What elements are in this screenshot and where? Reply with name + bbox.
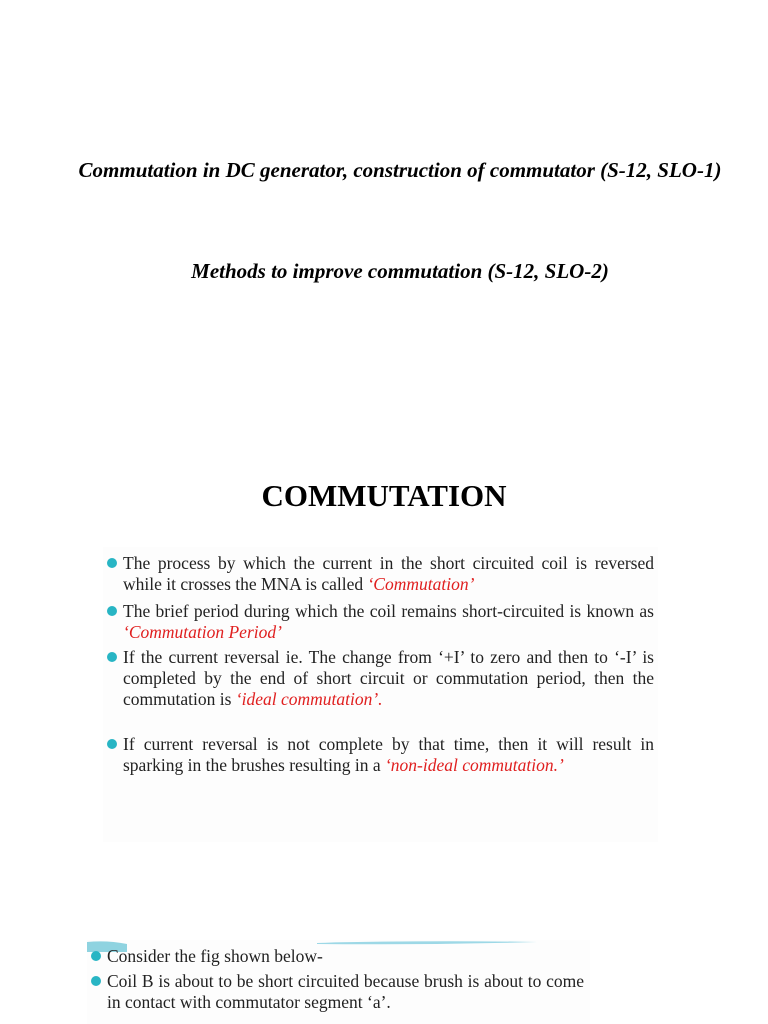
emphasis-text: ‘Commutation Period’ [123, 622, 282, 642]
bullet-icon [107, 606, 117, 616]
bullet-icon [107, 558, 117, 568]
bullet-text: The process by which the current in the short circuited coil is reversed while it crosses the MNA is called [123, 553, 654, 594]
bullet-icon [91, 976, 101, 986]
bullet-item [87, 971, 584, 1013]
document-title-2: Methods to improve commutation (S-12, SLO-2) [191, 259, 609, 283]
bullet-item [103, 734, 654, 776]
slide-image-1 [103, 547, 658, 842]
bullet-text: Coil B is about to be short circuited because brush is about to come in contact with commutator segment ‘a’. [107, 971, 584, 1012]
bullet-icon [107, 652, 117, 662]
bullet-icon [107, 739, 117, 749]
emphasis-text: ‘ideal commutation’. [235, 689, 383, 709]
bullet-text: If current reversal is not complete by that time, then it will result in sparking in the brushes resulting in a [123, 734, 654, 775]
emphasis-text: ‘Commutation’ [367, 574, 475, 594]
bullet-icon [91, 951, 101, 961]
bullet-item [87, 946, 584, 967]
section-heading: COMMUTATION [261, 478, 507, 513]
bullet-text: Consider the fig shown below- [107, 946, 323, 966]
bullet-item [103, 553, 654, 595]
slide-image-2 [87, 940, 590, 1024]
bullet-text: If the current reversal ie. The change from ‘+I’ to zero and then to ‘-I’ is completed by the end of short circuit or commutation period, then the commutation is [123, 647, 654, 709]
document-title-1: Commutation in DC generator, construction of commutator (S-12, SLO-1) [78, 158, 722, 182]
bullet-item [103, 647, 654, 710]
bullet-text: The brief period during which the coil remains short-circuited is known as [123, 601, 654, 621]
bullet-item [103, 601, 654, 643]
emphasis-text: ‘non-ideal commutation.’ [384, 755, 564, 775]
